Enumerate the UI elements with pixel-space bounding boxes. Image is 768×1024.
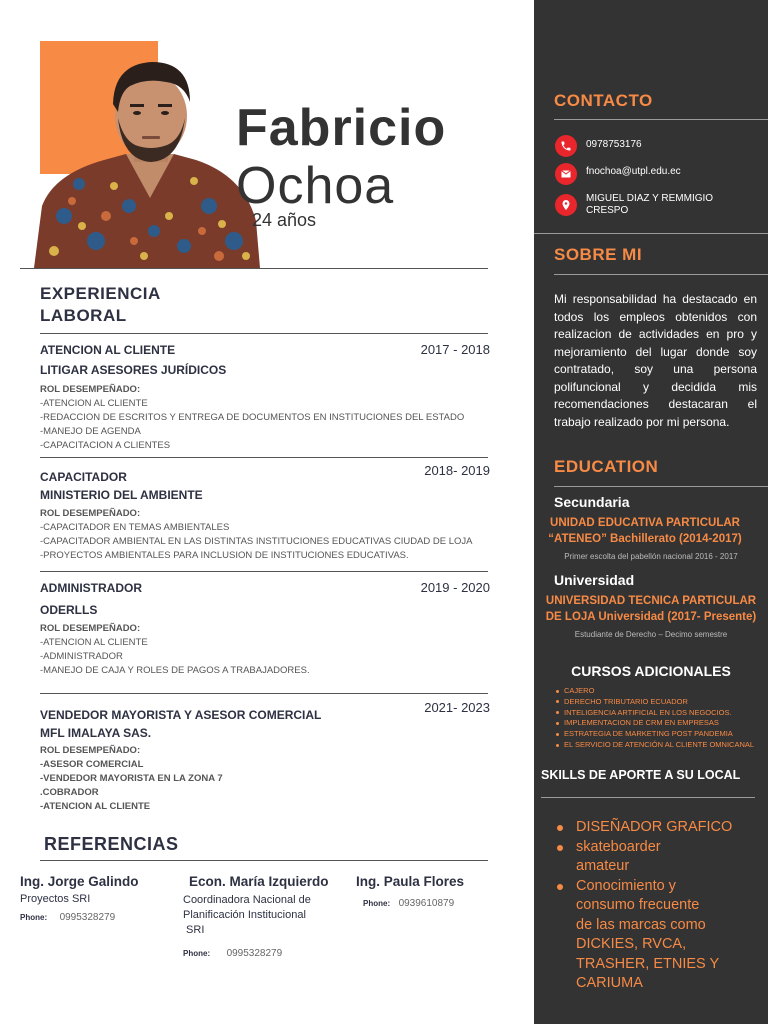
job-duty: -MANEJO DE AGENDA (40, 426, 141, 437)
job-title: VENDEDOR MAYORISTA Y ASESOR COMERCIAL (40, 708, 322, 722)
about-text: Mi responsabilidad ha destacado en todos los empleos obtenidos con realizacion de actividades en pro y mejoramiento del lugar donde soy contratado, soy una persona polifuncional y decidida mis recomendaciones destacaran el trabajo realizado por mi persona. (554, 292, 757, 429)
reference-phone: 0995328279 (59, 912, 116, 923)
job-title: CAPACITADOR (40, 470, 127, 484)
reference-phone: 0939610879 (398, 898, 455, 909)
education-level: Universidad (554, 572, 635, 588)
reference-name: Ing. Jorge Galindo (20, 874, 139, 889)
skill-item: skateboarder amateur (576, 838, 761, 877)
phone-icon (555, 135, 577, 157)
contact-title: CONTACTO (554, 91, 653, 110)
course-item: IMPLEMENTACION DE CRM EN EMPRESAS (556, 718, 754, 729)
skills-list (576, 818, 761, 994)
reference-role: SRI (183, 924, 205, 936)
phone-label: Phone: (183, 949, 211, 958)
skill-item: Conocimiento y consumo frecuente de las marcas como DICKIES, RVCA, TRASHER, ETNIES Y CARIUMA (576, 877, 761, 994)
job-duty: -MANEJO DE CAJA Y ROLES DE PAGOS A TRABAJADORES. (40, 665, 310, 676)
age: 24 años (252, 210, 317, 230)
job-company: LITIGAR ASESORES JURÍDICOS (40, 363, 227, 377)
job-entry (40, 342, 490, 453)
contact-phone: 0978753176 (586, 139, 642, 150)
references-divider (40, 860, 488, 861)
role-label: ROL DESEMPEÑADO: (40, 384, 141, 395)
reference-name: Ing. Paula Flores (356, 874, 465, 889)
last-name: Ochoa (236, 157, 395, 215)
education-level: Secundaria (554, 494, 630, 510)
first-name: Fabricio (236, 99, 447, 157)
courses-list (556, 686, 754, 751)
job-duty: .COBRADOR (40, 787, 99, 798)
job-entry (40, 580, 490, 678)
course-item: DERECHO TRIBUTARIO ECUADOR (556, 697, 754, 708)
role-label: ROL DESEMPEÑADO: (40, 623, 141, 634)
contact-email: fnochoa@utpl.edu.ec (586, 166, 681, 177)
about-title: SOBRE MI (554, 245, 643, 264)
job-company: ODERLLS (40, 603, 98, 617)
job-duty: -CAPACITADOR AMBIENTAL EN LAS DISTINTAS INSTITUCIONES EDUCATIVAS CIUDAD DE LOJA (40, 536, 473, 547)
skills-divider (541, 797, 755, 798)
course-item: ESTRATEGIA DE MARKETING POST PANDEMIA (556, 729, 754, 740)
job-years: 2018- 2019 (424, 463, 490, 478)
job-duty: -PROYECTOS AMBIENTALES PARA INCLUSION DE INSTITUCIONES EDUCATIVAS. (40, 550, 409, 561)
course-item: EL SERVICIO DE ATENCIÓN AL CLIENTE OMNICANAL (556, 740, 754, 751)
reference-phone: 0995328279 (226, 948, 283, 959)
reference-card (183, 874, 353, 961)
reference-name: Econ. María Izquierdo (189, 874, 329, 889)
job-duty: -CAPACITADOR EN TEMAS AMBIENTALES (40, 522, 230, 533)
header-divider (20, 268, 488, 269)
job-title: ATENCION AL CLIENTE (40, 343, 176, 357)
reference-card (20, 874, 139, 925)
job-company: MINISTERIO DEL AMBIENTE (40, 488, 203, 502)
education-school: UNIDAD EDUCATIVA PARTICULAR “ATENEO” Bachillerato (2014-2017) (548, 517, 742, 545)
role-label: ROL DESEMPEÑADO: (40, 745, 141, 756)
job-title: ADMINISTRADOR (40, 581, 142, 595)
job-divider (40, 457, 488, 458)
job-entry (40, 463, 490, 563)
profile-photo (34, 56, 260, 268)
course-item: CAJERO (556, 686, 754, 697)
skill-item: DISEÑADOR GRAFICO (576, 818, 761, 838)
job-duty: -ATENCION AL CLIENTE (40, 637, 148, 648)
about-divider (554, 274, 768, 275)
education-title: EDUCATION (554, 457, 659, 476)
job-duty: -ASESOR COMERCIAL (40, 759, 144, 770)
job-duty: -VENDEDOR MAYORISTA EN LA ZONA 7 (40, 773, 223, 784)
contact-address: MIGUEL DIAZ Y REMMIGIO CRESPO (586, 193, 714, 216)
education-school: UNIVERSIDAD TECNICA PARTICULAR DE LOJA Universidad (2017- Presente) (545, 595, 757, 623)
phone-label: Phone: (20, 913, 48, 922)
reference-role: Planificación Institucional (183, 909, 306, 921)
role-label: ROL DESEMPEÑADO: (40, 508, 141, 519)
reference-role: Proyectos SRI (20, 893, 91, 905)
job-duty: -CAPACITACION A CLIENTES (40, 440, 171, 451)
mail-icon (555, 163, 577, 185)
education-divider (554, 486, 768, 487)
job-divider (40, 693, 488, 694)
job-duty: -ATENCION AL CLIENTE (40, 801, 151, 812)
education-note: Estudiante de Derecho – Decimo semestre (574, 630, 728, 639)
contact-divider (554, 119, 768, 120)
job-entry (40, 700, 490, 814)
course-item: INTELIGENCIA ARTIFICIAL EN LOS NEGOCIOS. (556, 708, 754, 719)
job-years: 2021- 2023 (424, 700, 490, 715)
job-duty: -ADMINISTRADOR (40, 651, 123, 662)
job-company: MFL IMALAYA SAS. (40, 726, 152, 740)
skills-title: SKILLS DE APORTE A SU LOCAL (541, 768, 741, 782)
phone-label: Phone: (363, 899, 391, 908)
job-duty: -ATENCION AL CLIENTE (40, 398, 148, 409)
location-pin-icon (555, 194, 577, 216)
experience-title: EXPERIENCIA LABORAL (40, 284, 161, 325)
reference-card (356, 874, 464, 911)
job-years: 2019 - 2020 (420, 580, 490, 595)
education-note: Primer escolta del pabellón nacional 2016 - 2017 (564, 552, 738, 561)
courses-title: CURSOS ADICIONALES (571, 663, 731, 679)
references-title: REFERENCIAS (44, 834, 179, 854)
experience-divider (40, 333, 488, 334)
job-years: 2017 - 2018 (420, 342, 490, 357)
reference-role: Coordinadora Nacional de (183, 894, 311, 906)
job-duty: -REDACCION DE ESCRITOS Y ENTREGA DE DOCUMENTOS EN INSTITUCIONES DEL ESTADO (40, 412, 465, 423)
job-divider (40, 571, 488, 572)
about-top-divider (534, 233, 768, 234)
